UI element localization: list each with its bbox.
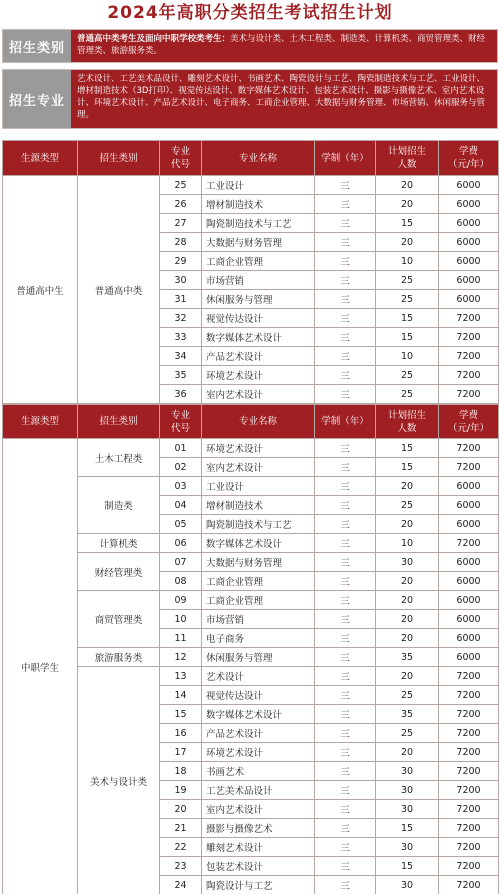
category-cell: 财经管理类 <box>78 553 160 591</box>
fee-cell: 6000 <box>439 553 499 572</box>
code-cell: 06 <box>160 534 202 553</box>
plan-cell: 20 <box>376 477 439 496</box>
fee-cell: 6000 <box>439 629 499 648</box>
major-cell: 摄影与摄像艺术 <box>202 819 315 838</box>
fee-cell: 7200 <box>439 385 499 404</box>
fee-cell: 6000 <box>439 496 499 515</box>
plan-table-vocational <box>2 404 499 894</box>
code-cell: 32 <box>160 309 202 328</box>
category-info-box <box>2 29 498 63</box>
code-cell: 14 <box>160 686 202 705</box>
plan-cell: 15 <box>376 214 439 233</box>
major-cell: 增材制造技术 <box>202 195 315 214</box>
code-cell: 34 <box>160 347 202 366</box>
major-cell: 室内艺术设计 <box>202 385 315 404</box>
plan-cell: 20 <box>376 743 439 762</box>
fee-cell: 7200 <box>439 534 499 553</box>
category-cell: 制造类 <box>78 477 160 534</box>
plan-cell: 10 <box>376 534 439 553</box>
category-cell: 土木工程类 <box>78 439 160 477</box>
table-row <box>3 648 499 667</box>
major-cell: 陶瓷设计与工艺 <box>202 876 315 894</box>
fee-cell: 6000 <box>439 290 499 309</box>
years-cell: 三 <box>315 252 376 271</box>
code-cell: 02 <box>160 458 202 477</box>
years-cell: 三 <box>315 876 376 894</box>
plan-cell: 20 <box>376 233 439 252</box>
fee-cell: 7200 <box>439 743 499 762</box>
major-cell: 工商企业管理 <box>202 591 315 610</box>
header-years: 学制（年） <box>315 141 376 176</box>
fee-cell: 6000 <box>439 214 499 233</box>
code-cell: 20 <box>160 800 202 819</box>
code-cell: 23 <box>160 857 202 876</box>
years-cell: 三 <box>315 857 376 876</box>
plan-cell: 30 <box>376 800 439 819</box>
plan-cell: 15 <box>376 309 439 328</box>
code-cell: 18 <box>160 762 202 781</box>
major-cell: 视觉传达设计 <box>202 686 315 705</box>
category-cell: 计算机类 <box>78 534 160 553</box>
code-cell: 17 <box>160 743 202 762</box>
fee-cell: 7200 <box>439 347 499 366</box>
fee-cell: 7200 <box>439 762 499 781</box>
years-cell: 三 <box>315 271 376 290</box>
fee-cell: 6000 <box>439 233 499 252</box>
major-cell: 产品艺术设计 <box>202 724 315 743</box>
category-lead: 普通高中类考生及面向中职学校类考生： <box>77 34 231 44</box>
plan-table-high-school <box>2 140 499 404</box>
years-cell: 三 <box>315 553 376 572</box>
fee-cell: 6000 <box>439 252 499 271</box>
plan-cell: 25 <box>376 686 439 705</box>
years-cell: 三 <box>315 496 376 515</box>
code-cell: 22 <box>160 838 202 857</box>
plan-cell: 10 <box>376 347 439 366</box>
fee-cell: 6000 <box>439 195 499 214</box>
years-cell: 三 <box>315 572 376 591</box>
header-major: 专业名称 <box>202 405 315 439</box>
table-row <box>3 553 499 572</box>
years-cell: 三 <box>315 724 376 743</box>
major-tag: 招生专业 <box>3 70 71 128</box>
header-category: 招生类别 <box>78 405 160 439</box>
major-cell: 数字媒体艺术设计 <box>202 705 315 724</box>
code-cell: 29 <box>160 252 202 271</box>
category-cell: 商贸管理类 <box>78 591 160 648</box>
years-cell: 三 <box>315 610 376 629</box>
years-cell: 三 <box>315 385 376 404</box>
years-cell: 三 <box>315 781 376 800</box>
table-header-row <box>3 405 499 439</box>
plan-cell: 20 <box>376 515 439 534</box>
plan-cell: 20 <box>376 195 439 214</box>
source-type-cell: 中职学生 <box>3 439 78 894</box>
years-cell: 三 <box>315 309 376 328</box>
major-cell: 艺术设计 <box>202 667 315 686</box>
major-cell: 产品艺术设计 <box>202 347 315 366</box>
fee-cell: 7200 <box>439 328 499 347</box>
header-code: 专业 代号 <box>160 141 202 176</box>
plan-cell: 20 <box>376 610 439 629</box>
major-cell: 陶瓷制造技术与工艺 <box>202 214 315 233</box>
fee-cell: 7200 <box>439 876 499 894</box>
code-cell: 28 <box>160 233 202 252</box>
fee-cell: 6000 <box>439 176 499 195</box>
header-category: 招生类别 <box>78 141 160 176</box>
table-row <box>3 477 499 496</box>
code-cell: 09 <box>160 591 202 610</box>
major-cell: 休闲服务与管理 <box>202 290 315 309</box>
major-info-box <box>2 69 498 129</box>
plan-cell: 30 <box>376 762 439 781</box>
code-cell: 35 <box>160 366 202 385</box>
plan-cell: 30 <box>376 876 439 894</box>
code-cell: 04 <box>160 496 202 515</box>
fee-cell: 7200 <box>439 857 499 876</box>
header-plan: 计划招生 人数 <box>376 405 439 439</box>
fee-cell: 7200 <box>439 309 499 328</box>
plan-cell: 25 <box>376 385 439 404</box>
major-cell: 室内艺术设计 <box>202 800 315 819</box>
header-source: 生源类型 <box>3 405 78 439</box>
code-cell: 26 <box>160 195 202 214</box>
code-cell: 25 <box>160 176 202 195</box>
major-cell: 工商企业管理 <box>202 252 315 271</box>
plan-cell: 20 <box>376 629 439 648</box>
fee-cell: 7200 <box>439 800 499 819</box>
plan-cell: 30 <box>376 838 439 857</box>
major-cell: 工艺美术品设计 <box>202 781 315 800</box>
plan-cell: 25 <box>376 366 439 385</box>
plan-cell: 15 <box>376 439 439 458</box>
years-cell: 三 <box>315 819 376 838</box>
years-cell: 三 <box>315 328 376 347</box>
major-cell: 包装艺术设计 <box>202 857 315 876</box>
header-fee: 学费 （元/年） <box>439 405 499 439</box>
major-cell: 数字媒体艺术设计 <box>202 534 315 553</box>
code-cell: 33 <box>160 328 202 347</box>
years-cell: 三 <box>315 743 376 762</box>
years-cell: 三 <box>315 195 376 214</box>
code-cell: 07 <box>160 553 202 572</box>
code-cell: 24 <box>160 876 202 894</box>
category-text <box>71 30 497 62</box>
code-cell: 31 <box>160 290 202 309</box>
plan-cell: 20 <box>376 572 439 591</box>
fee-cell: 6000 <box>439 271 499 290</box>
years-cell: 三 <box>315 477 376 496</box>
major-cell: 市场营销 <box>202 610 315 629</box>
code-cell: 01 <box>160 439 202 458</box>
major-cell: 雕刻艺术设计 <box>202 838 315 857</box>
plan-cell: 10 <box>376 252 439 271</box>
major-cell: 市场营销 <box>202 271 315 290</box>
header-code: 专业 代号 <box>160 405 202 439</box>
fee-cell: 7200 <box>439 439 499 458</box>
fee-cell: 6000 <box>439 515 499 534</box>
years-cell: 三 <box>315 366 376 385</box>
code-cell: 13 <box>160 667 202 686</box>
fee-cell: 6000 <box>439 477 499 496</box>
fee-cell: 6000 <box>439 610 499 629</box>
plan-cell: 15 <box>376 857 439 876</box>
category-cell: 旅游服务类 <box>78 648 160 667</box>
major-cell: 环境艺术设计 <box>202 743 315 762</box>
fee-cell: 6000 <box>439 591 499 610</box>
major-cell: 室内艺术设计 <box>202 458 315 477</box>
code-cell: 16 <box>160 724 202 743</box>
category-cell: 普通高中类 <box>78 176 160 404</box>
plan-cell: 25 <box>376 724 439 743</box>
fee-cell: 7200 <box>439 667 499 686</box>
plan-cell: 20 <box>376 667 439 686</box>
years-cell: 三 <box>315 667 376 686</box>
table-row <box>3 591 499 610</box>
source-type-cell: 普通高中生 <box>3 176 78 404</box>
fee-cell: 7200 <box>439 366 499 385</box>
years-cell: 三 <box>315 458 376 477</box>
plan-cell: 20 <box>376 591 439 610</box>
years-cell: 三 <box>315 176 376 195</box>
plan-cell: 15 <box>376 458 439 477</box>
major-cell: 大数据与财务管理 <box>202 553 315 572</box>
years-cell: 三 <box>315 515 376 534</box>
plan-cell: 20 <box>376 176 439 195</box>
major-cell: 数字媒体艺术设计 <box>202 328 315 347</box>
fee-cell: 7200 <box>439 838 499 857</box>
plan-cell: 15 <box>376 328 439 347</box>
major-cell: 大数据与财务管理 <box>202 233 315 252</box>
table-row <box>3 439 499 458</box>
major-cell: 环境艺术设计 <box>202 366 315 385</box>
fee-cell: 7200 <box>439 686 499 705</box>
header-source: 生源类型 <box>3 141 78 176</box>
table-header-row <box>3 141 499 176</box>
fee-cell: 7200 <box>439 819 499 838</box>
page-title: 2024年高职分类招生考试招生计划 <box>107 3 393 23</box>
plan-cell: 35 <box>376 705 439 724</box>
plan-cell: 30 <box>376 553 439 572</box>
plan-cell: 25 <box>376 271 439 290</box>
code-cell: 10 <box>160 610 202 629</box>
years-cell: 三 <box>315 686 376 705</box>
years-cell: 三 <box>315 439 376 458</box>
plan-cell: 35 <box>376 648 439 667</box>
table-row <box>3 176 499 195</box>
major-cell: 工商企业管理 <box>202 572 315 591</box>
years-cell: 三 <box>315 290 376 309</box>
years-cell: 三 <box>315 233 376 252</box>
plan-cell: 30 <box>376 781 439 800</box>
code-cell: 05 <box>160 515 202 534</box>
plan-cell: 25 <box>376 290 439 309</box>
code-cell: 36 <box>160 385 202 404</box>
header-years: 学制（年） <box>315 405 376 439</box>
major-cell: 工业设计 <box>202 176 315 195</box>
code-cell: 08 <box>160 572 202 591</box>
years-cell: 三 <box>315 591 376 610</box>
code-cell: 12 <box>160 648 202 667</box>
major-cell: 电子商务 <box>202 629 315 648</box>
fee-cell: 7200 <box>439 724 499 743</box>
plan-cell: 25 <box>376 496 439 515</box>
major-cell: 休闲服务与管理 <box>202 648 315 667</box>
table-row <box>3 534 499 553</box>
header-plan: 计划招生 人数 <box>376 141 439 176</box>
category-cell: 美术与设计类 <box>78 667 160 894</box>
fee-cell: 7200 <box>439 781 499 800</box>
plan-cell: 15 <box>376 819 439 838</box>
code-cell: 19 <box>160 781 202 800</box>
code-cell: 15 <box>160 705 202 724</box>
major-cell: 增材制造技术 <box>202 496 315 515</box>
major-cell: 视觉传达设计 <box>202 309 315 328</box>
years-cell: 三 <box>315 800 376 819</box>
fee-cell: 7200 <box>439 458 499 477</box>
fee-cell: 6000 <box>439 572 499 591</box>
fee-cell: 6000 <box>439 648 499 667</box>
header-major: 专业名称 <box>202 141 315 176</box>
years-cell: 三 <box>315 648 376 667</box>
major-cell: 陶瓷制造技术与工艺 <box>202 515 315 534</box>
code-cell: 03 <box>160 477 202 496</box>
years-cell: 三 <box>315 214 376 233</box>
category-list: 美术与设计类、土木工程类、制造类、计算机类、商贸管理类、财经管理类、旅游服务类。 <box>77 34 486 56</box>
years-cell: 三 <box>315 347 376 366</box>
years-cell: 三 <box>315 838 376 857</box>
header-fee: 学费 （元/年） <box>439 141 499 176</box>
years-cell: 三 <box>315 705 376 724</box>
major-list: 艺术设计、工艺美术品设计、雕刻艺术设计、书画艺术、陶瓷设计与工艺、陶瓷制造技术与工艺、工业设计、增材制造技术（3D打印）、视觉传达设计、数字媒体艺术设计、包装艺术设计、摄影与摄像艺术、室内艺术设计、环境艺术设计、产品艺术设计、电子商务、工商企业管理、大数据与财务管理、市场营销、休闲服务与管理。 <box>71 70 497 128</box>
code-cell: 11 <box>160 629 202 648</box>
table-row <box>3 667 499 686</box>
major-cell: 环境艺术设计 <box>202 439 315 458</box>
code-cell: 21 <box>160 819 202 838</box>
years-cell: 三 <box>315 629 376 648</box>
code-cell: 30 <box>160 271 202 290</box>
years-cell: 三 <box>315 534 376 553</box>
major-cell: 工业设计 <box>202 477 315 496</box>
fee-cell: 7200 <box>439 705 499 724</box>
code-cell: 27 <box>160 214 202 233</box>
category-tag: 招生类别 <box>3 30 71 62</box>
major-cell: 书画艺术 <box>202 762 315 781</box>
years-cell: 三 <box>315 762 376 781</box>
